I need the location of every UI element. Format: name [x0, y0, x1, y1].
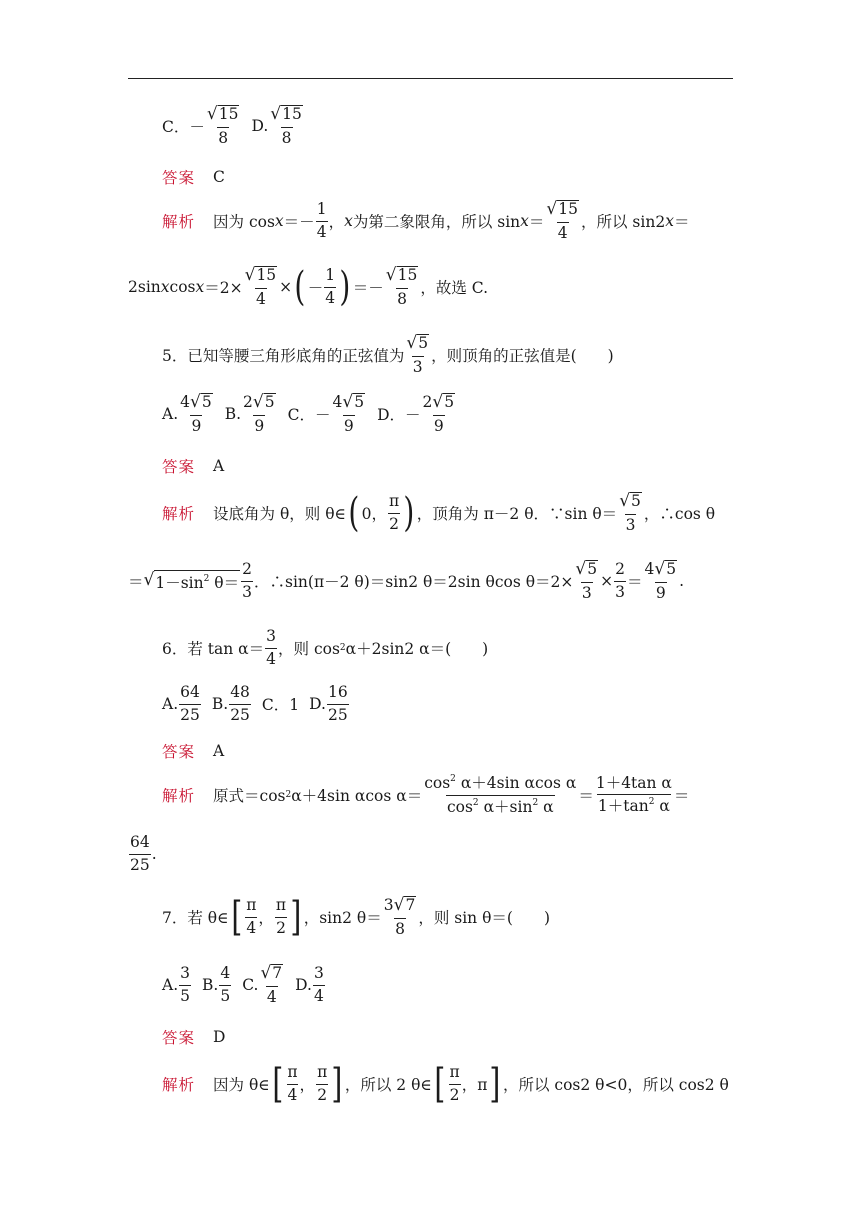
header-rule — [128, 78, 733, 79]
q4-solution-line1: 解析 因为 cos x ＝－ $\frac{1}{4}$ ， x 为第二象限角，所以 sin x ＝ √ 15 4 ，所以 sin2 x ＝ — [162, 199, 690, 242]
q4-solution-line2: 2sin x cos x ＝2× √ 15 4 × ( － $\frac{1}{4}$ ) ＝－ √ 15 8 ，故选 C. — [128, 264, 489, 311]
q6-solution-line2: $\frac{64}{25}$ . — [130, 833, 157, 874]
q4-option-c-value: √ 15 8 — [206, 104, 239, 147]
q5-stem: 5．已知等腰三角形底角的正弦值为 √ 5 3 ，则顶角的正弦值是( ) — [162, 333, 614, 376]
q6-solution-line1: 解析 原式＝cos 2 α＋4sin αcos α＝ $\frac{\cos^2 \alpha+4\sin \alpha\cos \alpha}{\cos^2 \alpha+\sin^2 \alpha}$ ＝ $\frac{\text{1＋4tan α}}{1+\tan^2 \alpha}$ ＝ — [162, 773, 690, 816]
q7-stem: 7．若 θ∈ [ $\frac{\pi}{4}$ ， $\frac{\pi}{2}$ ] ，sin2 θ＝ 3 √ 7 8 ，则 sin θ＝( ) — [162, 894, 551, 941]
q7-answer: 答案 D — [162, 1028, 226, 1047]
q5-solution-line1: 解析 设底角为 θ，则 θ∈ ( 0， $\frac{\pi}{2}$ ) ，顶角为 π－2 θ．∵sin θ＝ √ 5 3 ，∴cos θ — [162, 490, 716, 537]
q4-options: C． － √ 15 8 D. √ 15 8 — [162, 104, 302, 147]
q4-answer: 答案 C — [162, 168, 225, 187]
q6-stem: 6．若 tan α＝ $\frac{3}{4}$ ，则 cos 2 α＋2sin2 α＝( ) — [162, 627, 489, 668]
q4-option-d-value: √ 15 8 — [270, 104, 302, 147]
q6-answer: 答案 A — [162, 742, 225, 761]
q5-options: A. 4 √ 5 9 B. 2 √ 5 9 C．－ 4 √ 5 9 D．－ 2 √ 5 9 — [162, 392, 455, 435]
q5-solution-line2: ＝ √ $1-\sin^2$ θ＝ $\frac{2}{3}$ ．∴sin(π－2 θ)＝sin2 θ＝2sin θcos θ＝2× √ 5 3 × $\frac{2}{3}$ ＝ 4 √ 5 9 . — [128, 559, 685, 602]
q5-answer: 答案 A — [162, 457, 225, 476]
q7-options: A. $\frac{3}{5}$ B. $\frac{4}{5}$ C. √ 7 4 D. $\frac{3}{4}$ — [162, 963, 324, 1006]
q6-options: A. $\frac{64}{25}$ B. $\frac{48}{25}$ C．1 D. $\frac{16}{25}$ — [162, 683, 348, 724]
q7-solution-line1: 解析 因为 θ∈ [ $\frac{\pi}{4}$ ， $\frac{\pi}{2}$ ] ，所以 2 θ∈ [ $\frac{\pi}{2}$ ，π ] ，所以 cos2 θ<0，所以 cos2 θ — [162, 1061, 729, 1108]
